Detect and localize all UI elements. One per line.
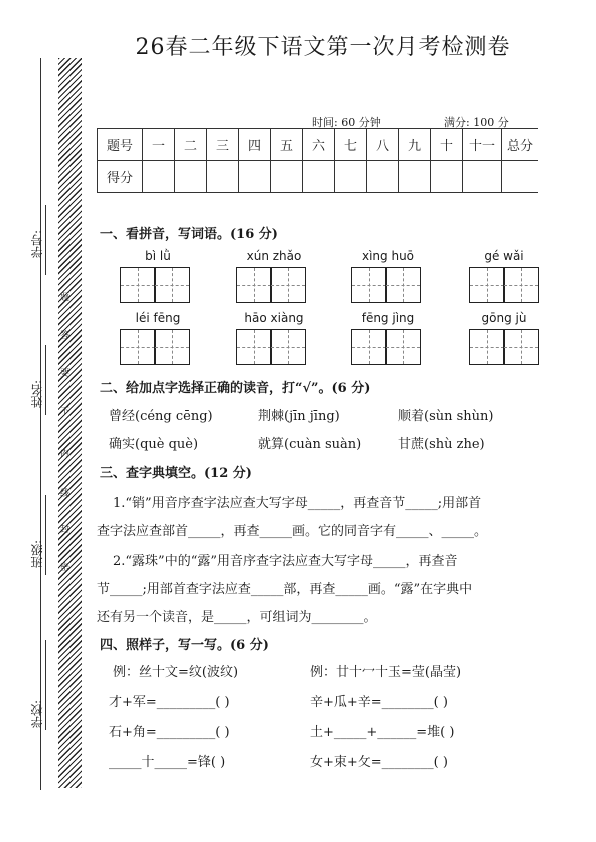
- name-blank[interactable]: [45, 345, 46, 415]
- pinyin-label: bì lǜ: [145, 249, 171, 263]
- writing-grid[interactable]: [270, 267, 306, 303]
- example-right: 例：廿十冖十玉=莹(晶莹): [310, 665, 462, 680]
- writing-grid[interactable]: [120, 267, 156, 303]
- student-id-label: 学号:: [30, 230, 44, 259]
- writing-grid[interactable]: [351, 267, 387, 303]
- page-title: 26春二年级下语文第一次月考检测卷: [135, 35, 511, 60]
- writing-grid[interactable]: [351, 329, 387, 365]
- seal-char: 封: [60, 525, 70, 535]
- score-cell: 题号: [98, 129, 143, 161]
- score-cell: 四: [239, 129, 271, 161]
- score-input[interactable]: [367, 161, 399, 193]
- writing-grid[interactable]: [154, 267, 190, 303]
- score-cell: 九: [399, 129, 431, 161]
- score-input[interactable]: [143, 161, 175, 193]
- score-input[interactable]: [175, 161, 207, 193]
- writing-grid[interactable]: [469, 329, 505, 365]
- score-table-score-row: [98, 161, 539, 193]
- score-cell: 五: [271, 129, 303, 161]
- pronunciation-choice[interactable]: 曾经(céng cēng): [109, 409, 213, 424]
- seal-char: 不: [60, 407, 70, 417]
- score-cell: 得分: [98, 161, 143, 193]
- pronunciation-choice[interactable]: 甘蔗(shù zhe): [398, 437, 485, 452]
- dictionary-question-line: 节_____;用部首查字法应查_____部，再查_____画。“露”在字典中: [97, 582, 473, 597]
- section-2-heading: 二、给加点字选择正确的读音，打“√”。(6 分): [100, 381, 371, 396]
- pinyin-label: gōng jù: [481, 311, 527, 325]
- pinyin-label: fēng jìng: [361, 311, 415, 325]
- school-blank[interactable]: [45, 640, 46, 730]
- score-cell: 六: [303, 129, 335, 161]
- seal-char: 要: [60, 369, 70, 379]
- seal-char: 密: [60, 563, 70, 573]
- score-table-header-row: [98, 129, 539, 161]
- writing-grid[interactable]: [469, 267, 505, 303]
- score-input[interactable]: [502, 161, 539, 193]
- dictionary-question-line: 2.“露珠”中的“露”用音序查字法应查大写字母_____，再查音: [113, 554, 458, 569]
- writing-grid[interactable]: [270, 329, 306, 365]
- binding-hatch-right: [70, 58, 82, 788]
- dictionary-question-line: 查字法应查部首_____，再查_____画。它的同音字有_____、_____。: [97, 524, 488, 539]
- pronunciation-choice[interactable]: 顺着(sùn shùn): [398, 409, 494, 424]
- dictionary-question-line: 1.“销”用音序查字法应查大写字母_____，再查音节_____;用部首: [113, 496, 482, 511]
- exam-time: 时间: 60 分钟: [312, 116, 381, 129]
- section-3-heading: 三、查字典填空。(12 分): [100, 466, 252, 481]
- score-input[interactable]: [303, 161, 335, 193]
- seal-char: 答: [60, 331, 70, 341]
- score-input[interactable]: [335, 161, 367, 193]
- char-compose-item[interactable]: 辛+瓜+辛=________( ): [310, 695, 448, 710]
- class-blank[interactable]: [45, 495, 46, 575]
- score-table: [97, 128, 538, 193]
- pinyin-label: hāo xiàng: [244, 311, 304, 325]
- seal-char: 内: [60, 449, 70, 459]
- writing-grid[interactable]: [120, 329, 156, 365]
- score-cell: 总分: [502, 129, 539, 161]
- dictionary-question-line: 还有另一个读音，是_____，可组词为________。: [97, 610, 377, 625]
- pinyin-label: xìng huō: [361, 249, 415, 263]
- full-score: 满分: 100 分: [444, 116, 509, 129]
- score-input[interactable]: [463, 161, 502, 193]
- seal-char: 线: [60, 489, 70, 499]
- student-id-blank[interactable]: [45, 205, 46, 275]
- writing-grid[interactable]: [154, 329, 190, 365]
- char-compose-item[interactable]: 土+_____+______=堆( ): [310, 725, 455, 740]
- score-cell: 二: [175, 129, 207, 161]
- char-compose-item[interactable]: 女+束+攵=________( ): [310, 755, 448, 770]
- section-4-heading: 四、照样子，写一写。(6 分): [100, 638, 269, 653]
- pronunciation-choice[interactable]: 确实(què què): [109, 437, 199, 452]
- score-cell: 八: [367, 129, 399, 161]
- score-input[interactable]: [239, 161, 271, 193]
- writing-grid[interactable]: [236, 267, 272, 303]
- writing-grid[interactable]: [385, 329, 421, 365]
- char-compose-item[interactable]: _____十_____=锋( ): [109, 755, 226, 770]
- pinyin-label: xún zhǎo: [246, 249, 302, 263]
- binding-hatch-left: [58, 58, 70, 788]
- score-input[interactable]: [207, 161, 239, 193]
- score-cell: 一: [143, 129, 175, 161]
- score-cell: 十一: [463, 129, 502, 161]
- char-compose-item[interactable]: 才+军=_________( ): [109, 695, 230, 710]
- pronunciation-choice[interactable]: 就算(cuàn suàn): [258, 437, 362, 452]
- pronunciation-choice[interactable]: 荆棘(jīn jīng): [258, 409, 340, 424]
- example-left: 例：丝十文=纹(波纹): [113, 665, 239, 680]
- pinyin-label: léi fēng: [135, 311, 181, 325]
- writing-grid[interactable]: [236, 329, 272, 365]
- seal-char: 题: [60, 293, 70, 303]
- name-label: 姓名:: [30, 380, 44, 409]
- section-1-heading: 一、看拼音，写词语。(16 分): [100, 227, 278, 242]
- writing-grid[interactable]: [503, 329, 539, 365]
- school-label: 学校:: [30, 700, 44, 729]
- pinyin-label: gé wǎi: [484, 249, 524, 263]
- binding-line: [40, 58, 41, 790]
- writing-grid[interactable]: [385, 267, 421, 303]
- score-cell: 十: [431, 129, 463, 161]
- score-cell: 三: [207, 129, 239, 161]
- class-label: 班级:: [30, 540, 44, 569]
- char-compose-item[interactable]: 石+角=_________( ): [109, 725, 230, 740]
- score-input[interactable]: [399, 161, 431, 193]
- score-input[interactable]: [271, 161, 303, 193]
- score-input[interactable]: [431, 161, 463, 193]
- writing-grid[interactable]: [503, 267, 539, 303]
- score-cell: 七: [335, 129, 367, 161]
